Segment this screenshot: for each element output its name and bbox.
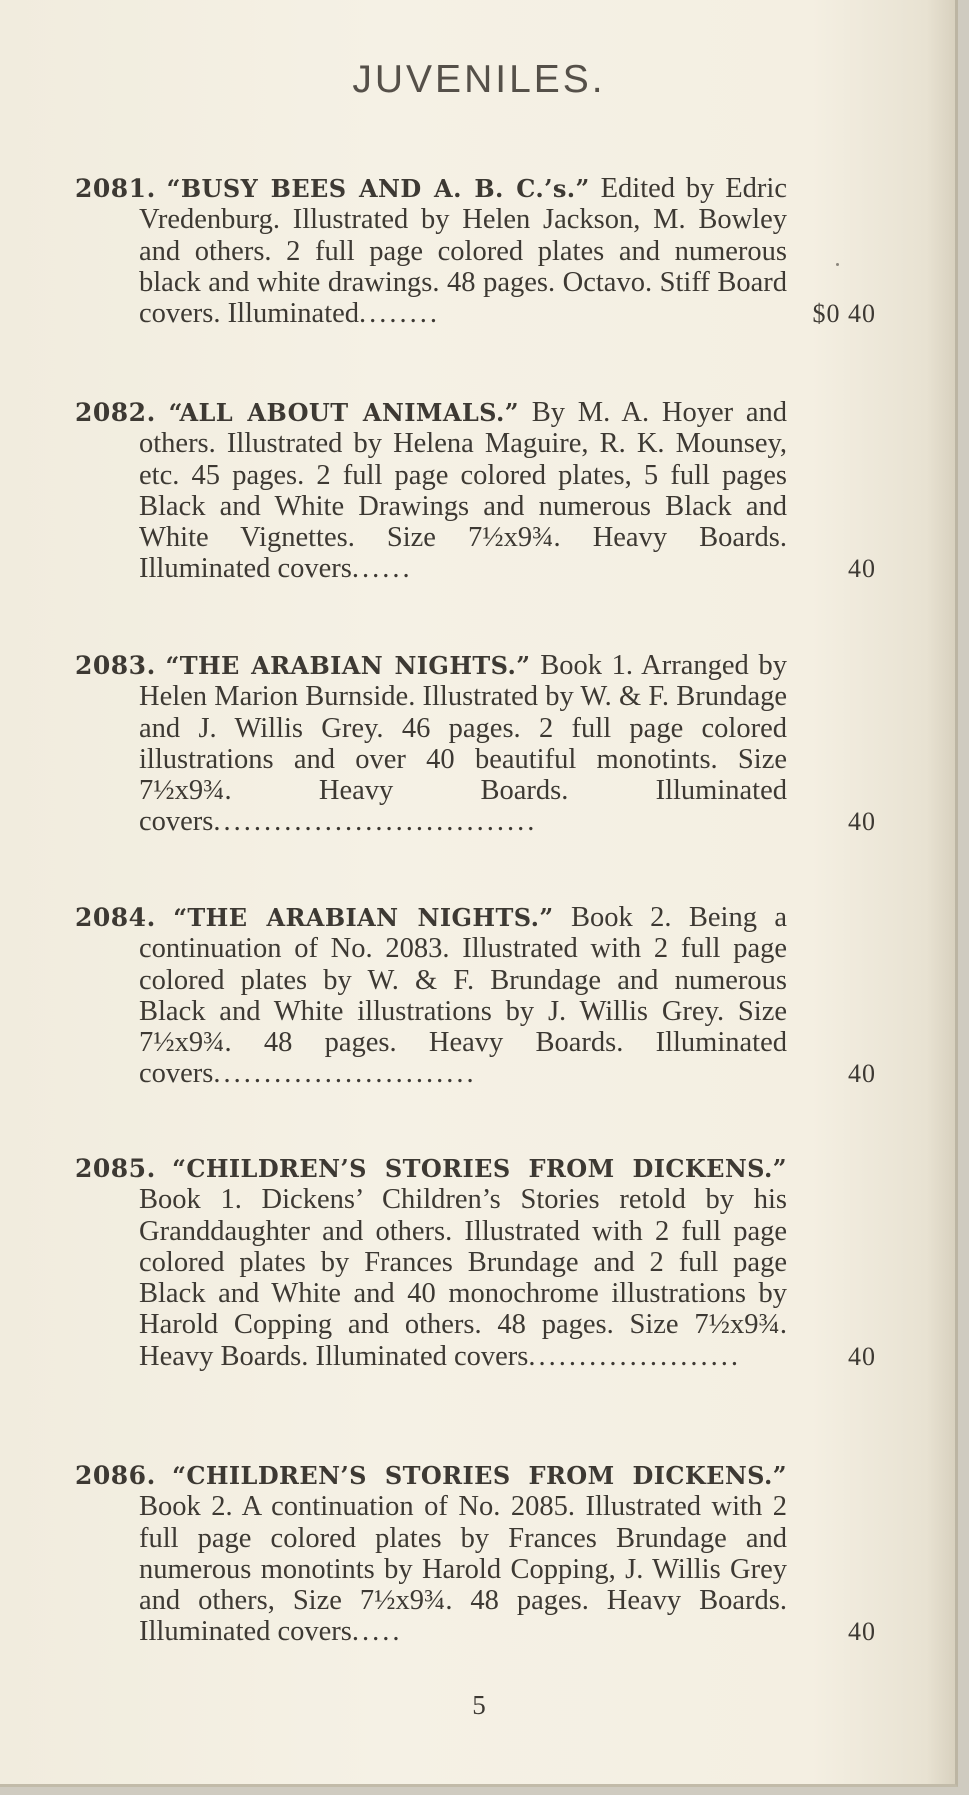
section-heading: JUVENILES.: [352, 58, 606, 101]
entry-text: Edited by Edric Vredenburg. Illustrated by Helen Jackson, M. Bowley and others. 2 full page colored plates and numerous black and white drawings. 48 pages. Octavo. Stiff Board covers. Illuminated: [139, 173, 787, 330]
catalog-entry-2086: [0, 1460, 958, 1648]
entry-number: 2085.: [75, 1154, 156, 1183]
catalog-entry-2081: [0, 173, 958, 329]
entry-price: 40: [848, 807, 876, 837]
catalog-entry-2082: [0, 397, 958, 585]
entry-number: 2083.: [75, 651, 156, 680]
entry-number: 2081.: [75, 174, 156, 203]
entry-title: “THE ARABIAN NIGHTS.”: [165, 651, 531, 680]
catalog-entry-2083: [0, 650, 958, 838]
dot-leader: ......: [351, 553, 413, 585]
entry-price: 40: [848, 1341, 876, 1371]
dot-leader: .....: [351, 1616, 403, 1648]
entry-text: Book 2. Being a continuation of No. 2083. Illustrated with 2 full page colored plates by W. & F. Brundage and numerous Black and White illustrations by J. Willis Grey. Size 7½x9¾. 48 pages. Heavy Boards. Illuminated covers: [139, 902, 787, 1090]
entry-title: “ALL ABOUT ANIMALS.”: [168, 398, 519, 427]
entry-description: [0, 397, 787, 585]
page-number: 5: [472, 1690, 486, 1720]
entry-text: Book 2. A continuation of No. 2085. Illustrated with 2 full page colored plates by Frances Brundage and numerous monotints by Harold Copping, J. Willis Grey and others, Size 7½x9¾. 48 pages. Heavy Boards. Illuminated covers: [139, 1491, 787, 1648]
dot-leader: ..........................: [213, 1058, 477, 1090]
entry-text: Book 1. Dickens’ Children’s Stories retold by his Granddaughter and others. Illustrated with 2 full page colored plates by Frances Brundage and 2 full page Black and White and 40 monochrome illustrations by Harold Copping and others. 48 pages. Size 7½x9¾. Heavy Boards. Illuminated covers: [139, 1184, 787, 1372]
dot-leader: ................................: [213, 806, 538, 838]
dot-leader: .....................: [528, 1340, 742, 1372]
entry-description: [0, 1153, 787, 1372]
entry-number: 2082.: [75, 398, 156, 427]
entry-price: 40: [848, 554, 876, 584]
entry-description: [0, 173, 787, 329]
entry-description: [0, 1460, 787, 1648]
entry-title: “BUSY BEES AND A. B. C.’s.”: [166, 174, 590, 203]
entry-text: Book 1. Arranged by Helen Marion Burnside. Illustrated by W. & F. Brundage and J. Willis Grey. 46 pages. 2 full page colored illustrations and over 40 beautiful monotints. Size 7½x9¾. Heavy Boards. Illuminated covers: [139, 650, 787, 838]
entry-description: [0, 650, 787, 838]
entry-price: 40: [848, 1059, 876, 1089]
entry-text: By M. A. Hoyer and others. Illustrated by Helena Maguire, R. K. Mounsey, etc. 45 pages. 2 full page colored plates, 5 full pages Black and White Drawings and numerous Black and White Vignettes. Size 7½x9¾. Heavy Boards. Illuminated covers: [139, 397, 787, 585]
entry-number: 2084.: [75, 903, 156, 932]
entry-price: 40: [848, 1617, 876, 1647]
catalog-entry-2084: [0, 902, 958, 1090]
entry-number: 2086.: [75, 1461, 156, 1490]
entry-title: “CHILDREN’S STORIES FROM DICKENS.”: [172, 1461, 788, 1490]
entry-title: “THE ARABIAN NIGHTS.”: [173, 903, 554, 932]
catalog-entry-2085: [0, 1153, 958, 1372]
entry-price: $0 40: [812, 299, 876, 329]
dot-leader: ........: [359, 298, 441, 330]
entry-title: “CHILDREN’S STORIES FROM DICKENS.”: [172, 1154, 788, 1183]
entry-description: [0, 902, 787, 1090]
